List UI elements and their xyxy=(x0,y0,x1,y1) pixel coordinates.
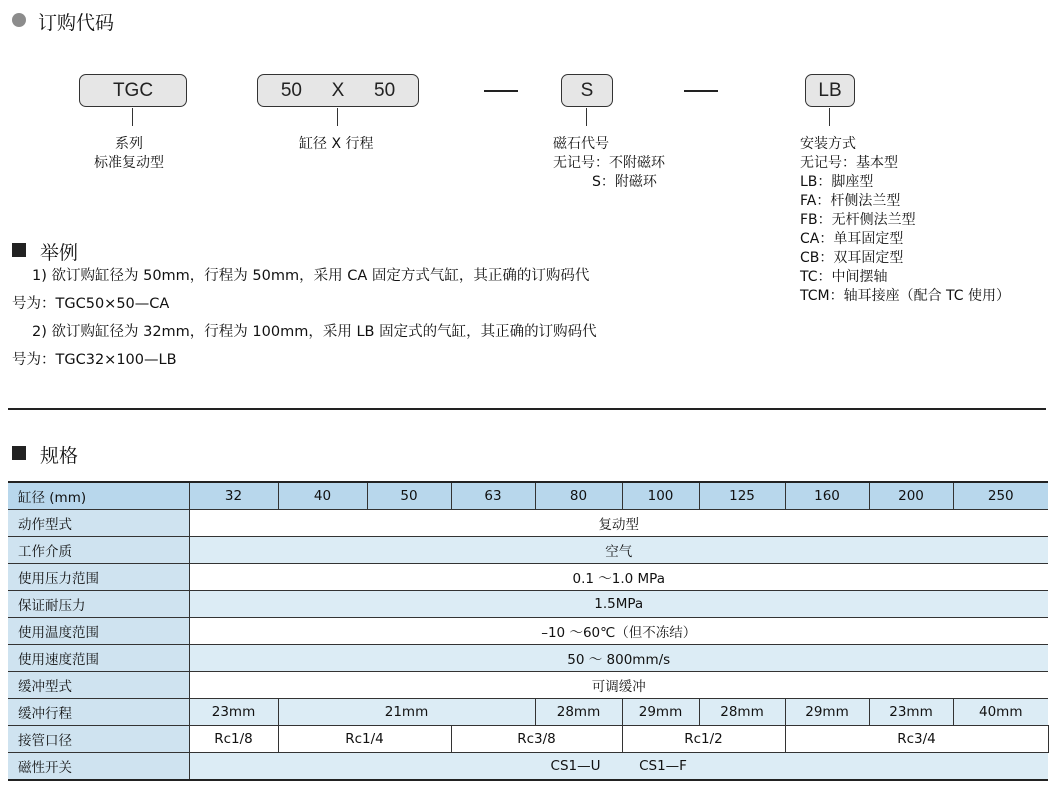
magnet-code: S xyxy=(580,79,594,101)
bore-value: 32 xyxy=(189,482,278,510)
row-label: 工作介质 xyxy=(8,537,189,564)
cushion-value: 40mm xyxy=(953,699,1048,726)
bore-stroke-code-box xyxy=(257,74,419,107)
table-row xyxy=(8,537,1048,564)
mount-code-box xyxy=(805,74,855,107)
leader-line xyxy=(829,108,830,126)
row-label: 缓冲行程 xyxy=(8,699,189,726)
bore-header: 缸径 (mm) xyxy=(8,482,189,510)
spec-title: 规格 xyxy=(40,445,79,467)
row-value: 可调缓冲 xyxy=(189,672,1048,699)
cushion-value: 23mm xyxy=(869,699,953,726)
spec-table xyxy=(8,481,1048,781)
cushion-value: 29mm xyxy=(622,699,699,726)
cushion-value: 29mm xyxy=(785,699,869,726)
magnet-label: 磁石代号 无记号：不附磁环 S：附磁环 xyxy=(553,136,665,190)
separator-dash xyxy=(484,90,518,92)
row-value: 50 ～ 800mm/s xyxy=(189,645,1048,672)
row-label: 保证耐压力 xyxy=(8,591,189,618)
bore-value: 80 xyxy=(535,482,622,510)
port-value: Rc3/8 xyxy=(451,726,622,753)
row-value: 空气 xyxy=(189,537,1048,564)
table-row xyxy=(8,645,1048,672)
table-row xyxy=(8,618,1048,645)
bore-value: 200 xyxy=(869,482,953,510)
table-row xyxy=(8,699,1048,726)
switch-value xyxy=(189,753,1048,781)
leader-line xyxy=(586,108,587,126)
section-bullet-icon xyxy=(12,446,26,460)
row-value: 1.5MPa xyxy=(189,591,1048,618)
table-row xyxy=(8,672,1048,699)
row-label: 缓冲型式 xyxy=(8,672,189,699)
example-line: 2) 欲订购缸径为 32mm，行程为 100mm，采用 LB 固定式的气缸，其正确的订购码代 xyxy=(32,324,597,340)
bore-value: 100 xyxy=(622,482,699,510)
bore-value: 125 xyxy=(699,482,785,510)
leader-line xyxy=(132,108,133,126)
row-label: 接管口径 xyxy=(8,726,189,753)
bore-code: 50 xyxy=(280,79,302,101)
cushion-value: 28mm xyxy=(535,699,622,726)
magnet-code-box xyxy=(561,74,613,107)
table-row xyxy=(8,510,1048,537)
series-code-box xyxy=(79,74,187,107)
section-divider xyxy=(8,408,1046,410)
example-line: 号为：TGC50×50—CA xyxy=(12,296,170,312)
bore-value: 40 xyxy=(278,482,367,510)
order-code-title: 订购代码 xyxy=(38,12,115,34)
cushion-value: 21mm xyxy=(278,699,535,726)
leader-line xyxy=(337,108,338,126)
row-label: 使用速度范围 xyxy=(8,645,189,672)
row-value: 0.1 ～1.0 MPa xyxy=(189,564,1048,591)
series-code: TGC xyxy=(112,79,154,101)
separator-dash xyxy=(684,90,718,92)
row-label: 使用温度范围 xyxy=(8,618,189,645)
table-row xyxy=(8,591,1048,618)
mount-label: 安装方式 无记号：基本型 LB：脚座型 FA：杆侧法兰型 FB：无杆侧法兰型 CA：单耳固定型 CB：双耳固定型 TC：中间摆轴 TCM：轴耳接座（配合 TC 使用） xyxy=(800,136,1010,304)
section-bullet-icon xyxy=(12,13,26,27)
series-label: 系列 标准复动型 xyxy=(94,136,164,171)
table-row xyxy=(8,726,1048,753)
section-bullet-icon xyxy=(12,243,26,257)
bore-value: 63 xyxy=(451,482,535,510)
port-value: Rc1/4 xyxy=(278,726,451,753)
switch-f: CS1—F xyxy=(639,758,687,774)
row-label: 磁性开关 xyxy=(8,753,189,781)
x-separator: X xyxy=(331,79,345,101)
switch-u: CS1—U xyxy=(550,758,601,774)
bore-stroke-label: 缸径 X 行程 xyxy=(299,136,374,152)
bore-value: 160 xyxy=(785,482,869,510)
table-row xyxy=(8,482,1048,510)
stroke-code: 50 xyxy=(374,79,396,101)
cushion-value: 28mm xyxy=(699,699,785,726)
example-line: 号为：TGC32×100—LB xyxy=(12,352,177,368)
table-row xyxy=(8,564,1048,591)
row-value: 复动型 xyxy=(189,510,1048,537)
bore-value: 50 xyxy=(367,482,451,510)
row-value: –10 ～60℃（但不冻结） xyxy=(189,618,1048,645)
table-row xyxy=(8,753,1048,781)
bore-value: 250 xyxy=(953,482,1048,510)
port-value: Rc3/4 xyxy=(785,726,1048,753)
example-line: 1) 欲订购缸径为 50mm，行程为 50mm，采用 CA 固定方式气缸，其正确的订购码代 xyxy=(32,268,590,284)
row-label: 使用压力范围 xyxy=(8,564,189,591)
cushion-value: 23mm xyxy=(189,699,278,726)
mount-code: LB xyxy=(818,79,842,101)
port-value: Rc1/8 xyxy=(189,726,278,753)
row-label: 动作型式 xyxy=(8,510,189,537)
example-title: 举例 xyxy=(40,242,79,264)
port-value: Rc1/2 xyxy=(622,726,785,753)
